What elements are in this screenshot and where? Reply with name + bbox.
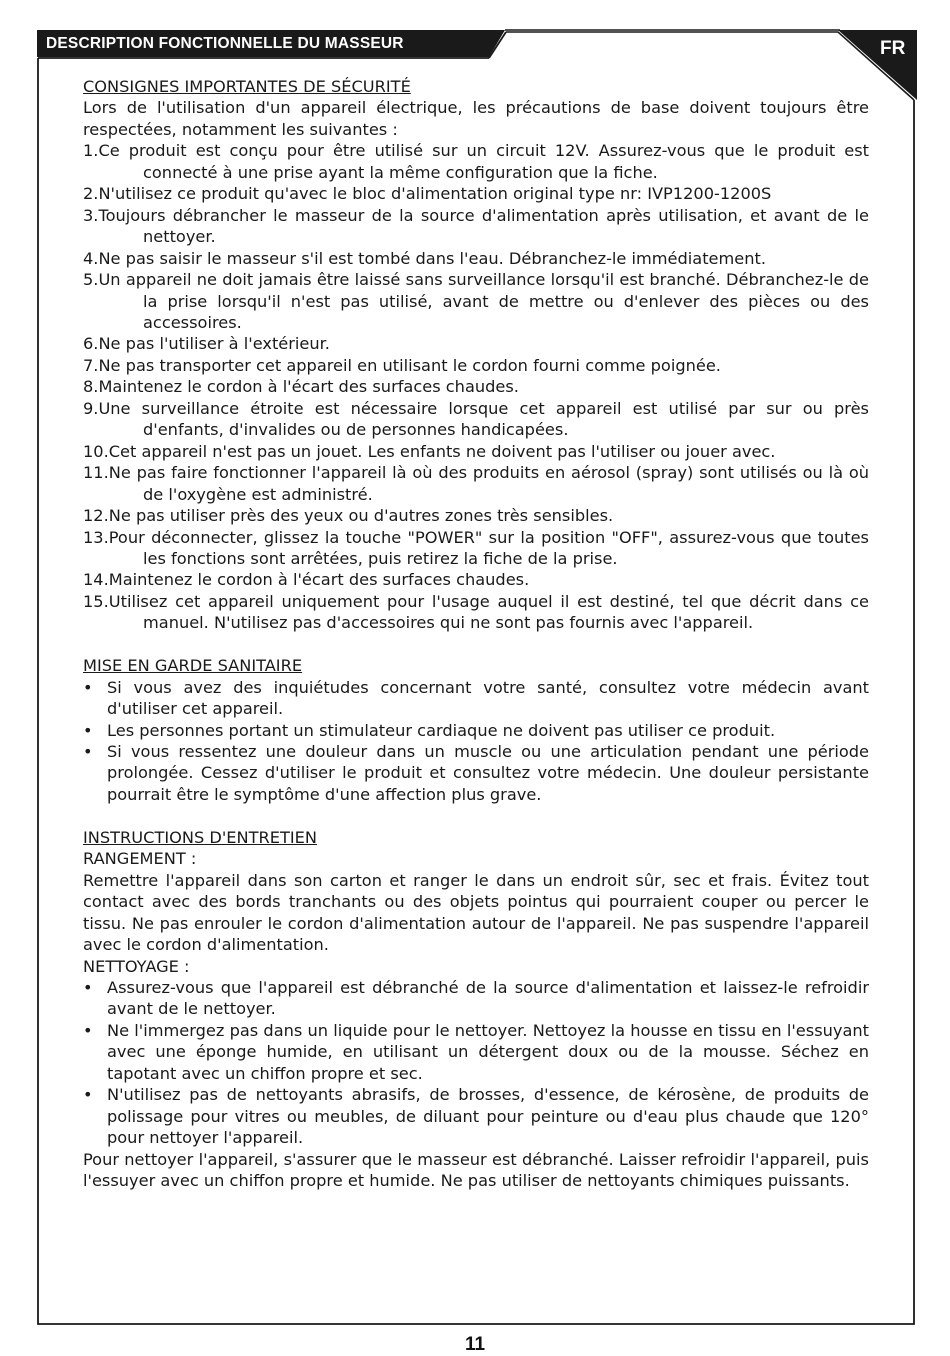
header-title: DESCRIPTION FONCTIONNELLE DU MASSEUR bbox=[46, 35, 404, 52]
safety-item-number: 4. bbox=[83, 248, 99, 268]
safety-list bbox=[83, 140, 869, 633]
safety-item-text: Utilisez cet appareil uniquement pour l'usage auquel il est destiné, tel que décrit dans ce manuel. N'utilisez pas d'accessoires qui ne sont pas fournis avec l'appareil. bbox=[108, 591, 869, 633]
safety-item-text: Pour déconnecter, glissez la touche "POWER" sur la position "OFF", assurez-vous que toutes les fonctions sont arrêtées, puis retirez la fiche de la prise. bbox=[108, 527, 869, 568]
maintenance-title: INSTRUCTIONS D'ENTRETIEN bbox=[83, 827, 317, 847]
health-item-text: Les personnes portant un stimulateur cardiaque ne doivent pas utiliser ce produit. bbox=[107, 720, 776, 740]
safety-item-text: Ne pas utiliser près des yeux ou d'autres zones très sensibles. bbox=[108, 506, 614, 526]
safety-item bbox=[83, 376, 869, 397]
safety-item-number: 12. bbox=[83, 506, 109, 526]
safety-item-text: Toujours débrancher le masseur de la source d'alimentation après utilisation, et avant de le nettoyer. bbox=[98, 205, 869, 247]
health-item-text: Si vous ressentez une douleur dans un muscle ou une articulation pendant une période prolongée. Cessez d'utiliser le produit et consultez votre médecin. Une douleur persistante pourrait être le symptôme d'une affection plus grave. bbox=[107, 742, 869, 804]
safety-item bbox=[83, 355, 869, 376]
safety-item-number: 15. bbox=[83, 591, 109, 611]
safety-item bbox=[83, 591, 869, 634]
document-body bbox=[83, 76, 869, 1192]
safety-item-number: 2. bbox=[83, 184, 99, 204]
safety-item bbox=[83, 333, 869, 354]
safety-item-text: Ne pas transporter cet appareil en utilisant le cordon fourni comme poignée. bbox=[98, 355, 721, 375]
safety-item-number: 6. bbox=[83, 334, 99, 354]
storage-text: Remettre l'appareil dans son carton et ranger le dans un endroit sûr, sec et frais. Évitez tout contact avec des bords tranchants ou des objets pointus qui pourraient couper ou percer le tissu. Ne pas enrouler le cordon d'alimentation autour de l'appareil. Ne pas suspendre l'appareil avec le cordon d'alimentation. bbox=[83, 870, 869, 955]
safety-item bbox=[83, 569, 869, 590]
safety-item-text: Cet appareil n'est pas un jouet. Les enfants ne doivent pas l'utiliser ou jouer avec. bbox=[108, 441, 776, 461]
cleaning-title: NETTOYAGE : bbox=[83, 956, 190, 976]
safety-item-number: 9. bbox=[83, 398, 99, 418]
bullet-icon: • bbox=[83, 742, 93, 762]
closing-text: Pour nettoyer l'appareil, s'assurer que le masseur est débranché. Laisser refroidir l'appareil, puis l'essuyer avec un chiffon propre et humide. Ne pas utiliser de nettoyants chimiques puissants. bbox=[83, 1149, 869, 1191]
safety-item-number: 13. bbox=[83, 527, 109, 547]
page-number: 11 bbox=[464, 1334, 486, 1355]
cleaning-item-text: Assurez-vous que l'appareil est débranché de la source d'alimentation et laissez-le refroidir avant de le nettoyer. bbox=[107, 978, 869, 1019]
cleaning-list bbox=[83, 977, 869, 1149]
safety-item-text: Ce produit est conçu pour être utilisé sur un circuit 12V. Assurez-vous que le produit est connecté à une prise ayant la même configuration que la fiche. bbox=[98, 141, 869, 182]
cleaning-item-text: Ne l'immergez pas dans un liquide pour le nettoyer. Nettoyez la housse en tissu en l'essuyant avec une éponge humide, en utilisant un détergent doux ou de la mousse. Séchez en tapotant avec un chiffon propre et sec. bbox=[107, 1020, 869, 1083]
health-list bbox=[83, 677, 869, 806]
storage-title: RANGEMENT : bbox=[83, 849, 197, 869]
cleaning-item bbox=[83, 1084, 869, 1148]
health-item bbox=[83, 720, 869, 741]
safety-item bbox=[83, 505, 869, 526]
cleaning-item bbox=[83, 977, 869, 1020]
cleaning-item-text: N'utilisez pas de nettoyants abrasifs, de brosses, d'essence, de kérosène, de produits de polissage pour vitres ou meubles, de diluant pour peinture ou d'eau plus chaude que 120° pour nettoyer l'appareil. bbox=[107, 1085, 869, 1148]
safety-item-text: Ne pas saisir le masseur s'il est tombé dans l'eau. Débranchez-le immédiatement. bbox=[98, 248, 766, 268]
safety-item bbox=[83, 248, 869, 269]
safety-item bbox=[83, 398, 869, 441]
safety-intro: Lors de l'utilisation d'un appareil électrique, les précautions de base doivent toujours être respectées, notamment les suivantes : bbox=[83, 98, 869, 139]
safety-item bbox=[83, 183, 869, 204]
safety-item bbox=[83, 140, 869, 183]
safety-item-number: 5. bbox=[83, 270, 99, 290]
health-item bbox=[83, 677, 869, 720]
bullet-icon: • bbox=[83, 720, 93, 740]
safety-item-text: Ne pas faire fonctionner l'appareil là où des produits en aérosol (spray) sont utilisés ou là où de l'oxygène est administré. bbox=[108, 463, 869, 504]
safety-item bbox=[83, 462, 869, 505]
bullet-icon: • bbox=[83, 677, 93, 697]
bullet-icon: • bbox=[83, 978, 93, 997]
bullet-icon: • bbox=[83, 1085, 93, 1105]
health-item bbox=[83, 741, 869, 805]
safety-item-number: 10. bbox=[83, 441, 109, 461]
bullet-icon: • bbox=[83, 1020, 93, 1040]
safety-item-text: Un appareil ne doit jamais être laissé sans surveillance lorsqu'il est branché. Débranchez-le de la prise lorsqu'il n'est pas utilisé, avant de mettre ou d'enlever des pièces ou des accessoires. bbox=[98, 270, 869, 332]
safety-item-text: Maintenez le cordon à l'écart des surfaces chaudes. bbox=[98, 377, 519, 397]
safety-title: CONSIGNES IMPORTANTES DE SÉCURITÉ bbox=[83, 77, 411, 96]
safety-item bbox=[83, 205, 869, 248]
safety-item-number: 3. bbox=[83, 205, 99, 225]
safety-item-text: Maintenez le cordon à l'écart des surfaces chaudes. bbox=[108, 570, 530, 590]
safety-item-number: 8. bbox=[83, 377, 99, 397]
safety-item bbox=[83, 527, 869, 570]
safety-item-number: 11. bbox=[83, 463, 109, 483]
safety-item-text: Une surveillance étroite est nécessaire lorsque cet appareil est utilisé par sur ou près d'enfants, d'invalides ou de personnes handicapées. bbox=[98, 398, 869, 440]
safety-item-number: 1. bbox=[83, 141, 99, 161]
language-badge: FR bbox=[880, 38, 906, 59]
safety-item bbox=[83, 269, 869, 333]
safety-item-text: N'utilisez ce produit qu'avec le bloc d'alimentation original type nr: IVP1200-1200S bbox=[98, 184, 772, 204]
health-item-text: Si vous avez des inquiétudes concernant votre santé, consultez votre médecin avant d'utiliser cet appareil. bbox=[107, 677, 869, 719]
health-title: MISE EN GARDE SANITAIRE bbox=[83, 656, 303, 676]
cleaning-item bbox=[83, 1020, 869, 1084]
safety-item-text: Ne pas l'utiliser à l'extérieur. bbox=[98, 334, 330, 354]
safety-item-number: 14. bbox=[83, 570, 109, 590]
safety-item-number: 7. bbox=[83, 355, 99, 375]
safety-item bbox=[83, 441, 869, 462]
